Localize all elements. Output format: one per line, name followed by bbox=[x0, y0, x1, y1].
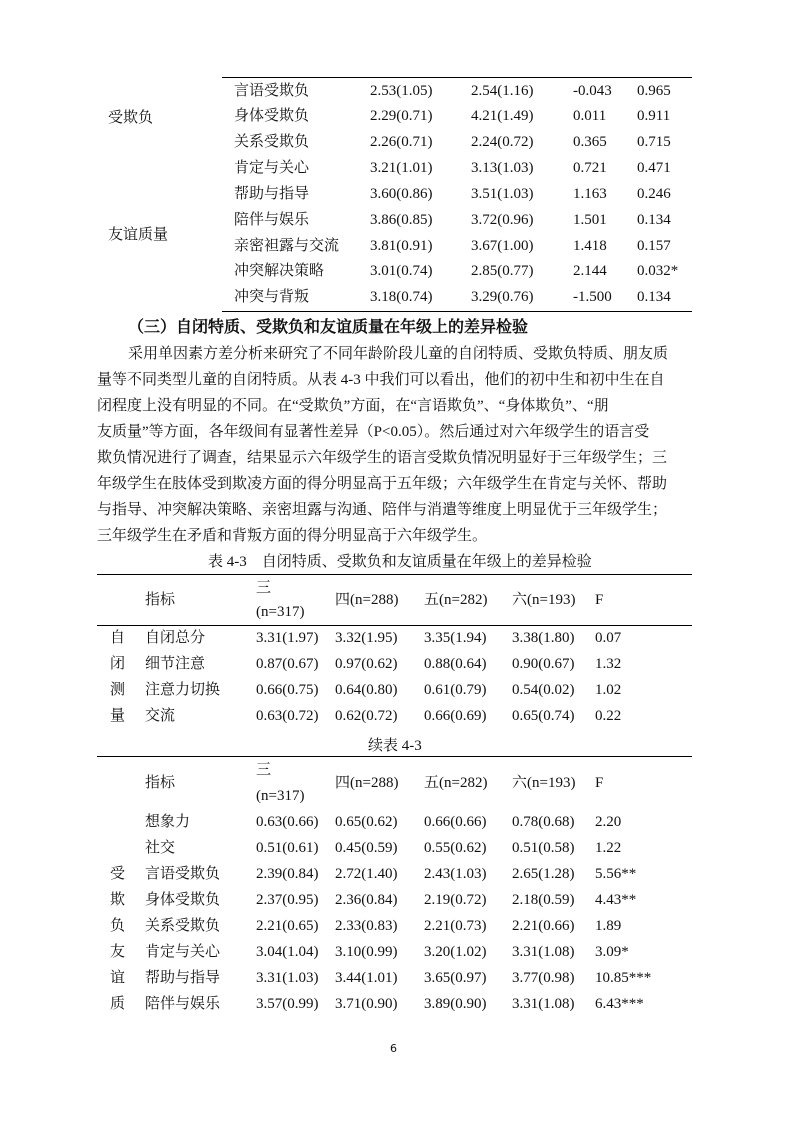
header-indicator: 指标 bbox=[145, 592, 176, 608]
table-cell: 0.88(0.64) bbox=[424, 656, 487, 672]
table-cell: 3.31(1.08) bbox=[512, 996, 575, 1012]
table-cell: 2.144 bbox=[573, 263, 607, 279]
table-cell-indicator: 自闭总分 bbox=[145, 630, 206, 646]
header-grade5: 五(n=282) bbox=[424, 775, 488, 791]
page-number: 6 bbox=[390, 1042, 397, 1055]
table-cell: 0.911 bbox=[637, 108, 671, 124]
table-cell-indicator: 亲密袒露与交流 bbox=[234, 238, 340, 254]
group-char: 自 bbox=[110, 630, 126, 646]
group-char: 欺 bbox=[110, 892, 126, 908]
table-cell: 3.51(1.03) bbox=[471, 186, 534, 202]
table-cell-indicator: 交流 bbox=[145, 708, 176, 724]
table-cell: 2.21(0.73) bbox=[424, 918, 487, 934]
paragraph-line: 年级学生在肢体受到欺凌方面的得分明显高于五年级；六年级学生在肯定与关怀、帮助 bbox=[97, 476, 668, 492]
table-cell: 2.65(1.28) bbox=[512, 866, 575, 882]
table-cell: 3.29(0.76) bbox=[471, 289, 534, 305]
table-cell: 2.85(0.77) bbox=[471, 263, 534, 279]
table-cell: 3.86(0.85) bbox=[370, 212, 433, 228]
table-cell: 0.965 bbox=[637, 83, 671, 99]
table-cell: 3.04(1.04) bbox=[256, 944, 319, 960]
table-cell: 1.163 bbox=[573, 186, 607, 202]
table-cell: 0.78(0.68) bbox=[512, 814, 575, 830]
table-cell-indicator: 陪伴与娱乐 bbox=[234, 212, 310, 228]
table-cell: -0.043 bbox=[573, 83, 612, 99]
table-cell-indicator: 注意力切换 bbox=[145, 682, 221, 698]
table-cell: 3.20(1.02) bbox=[424, 944, 487, 960]
table-cell: 0.715 bbox=[637, 134, 671, 150]
table-cell: 1.22 bbox=[595, 840, 622, 856]
header-grade3-line2: (n=317) bbox=[256, 788, 305, 804]
table-cell-indicator: 细节注意 bbox=[145, 656, 206, 672]
table-cell: 3.60(0.86) bbox=[370, 186, 433, 202]
group-char: 负 bbox=[110, 918, 126, 934]
table-cell-indicator: 言语受欺负 bbox=[145, 866, 221, 882]
group-char: 量 bbox=[110, 708, 126, 724]
header-f: F bbox=[595, 592, 604, 608]
table-cell: 2.18(0.59) bbox=[512, 892, 575, 908]
table-cell: 0.55(0.62) bbox=[424, 840, 487, 856]
table-cell: 0.45(0.59) bbox=[335, 840, 398, 856]
table-cell: 0.90(0.67) bbox=[512, 656, 575, 672]
header-indicator: 指标 bbox=[145, 775, 176, 791]
table-cell: 1.02 bbox=[595, 682, 622, 698]
table-cell: 3.65(0.97) bbox=[424, 970, 487, 986]
paragraph-line: 采用单因素方差分析来研究了不同年龄阶段儿童的自闭特质、受欺负特质、朋友质 bbox=[128, 346, 669, 362]
table-cell: 0.87(0.67) bbox=[256, 656, 319, 672]
table-cell: 3.18(0.74) bbox=[370, 289, 433, 305]
section-heading: （三）自闭特质、受欺负和友谊质量在年级上的差异检验 bbox=[128, 319, 529, 336]
table-cell: 3.72(0.96) bbox=[471, 212, 534, 228]
header-grade5: 五(n=282) bbox=[424, 592, 488, 608]
table-cell: 3.81(0.91) bbox=[370, 238, 433, 254]
paragraph-line: 闭程度上没有明显的不同。在“受欺负”方面，在“言语欺负”、“身体欺负”、“朋 bbox=[97, 398, 609, 414]
table-cell: 0.61(0.79) bbox=[424, 682, 487, 698]
table-cell: 1.89 bbox=[595, 918, 622, 934]
table-cell: 0.64(0.80) bbox=[335, 682, 398, 698]
paragraph-line: 量等不同类型儿童的自闭特质。从表 4-3 中我们可以看出，他们的初中生和初中生在自 bbox=[97, 372, 665, 388]
table-cell: 3.71(0.90) bbox=[335, 996, 398, 1012]
table-cell: 2.29(0.71) bbox=[370, 108, 433, 124]
table-cell: 6.43*** bbox=[595, 996, 644, 1012]
top-table-group-friendship: 友谊质量 bbox=[108, 227, 169, 243]
table-cell: 2.72(1.40) bbox=[335, 866, 398, 882]
table-cell: 0.66(0.66) bbox=[424, 814, 487, 830]
header-f: F bbox=[595, 775, 604, 791]
table-cell: 2.37(0.95) bbox=[256, 892, 319, 908]
table-cell: 10.85*** bbox=[595, 970, 652, 986]
paragraph-line: 欺负情况进行了调查，结果显示六年级学生的语言受欺负情况明显好于三年级学生；三 bbox=[97, 450, 668, 466]
table-cell: 3.77(0.98) bbox=[512, 970, 575, 986]
table-cell: 0.63(0.72) bbox=[256, 708, 319, 724]
header-grade3-line1: 三 bbox=[256, 762, 272, 778]
table-cell: 0.134 bbox=[637, 289, 671, 305]
table-cell: 0.51(0.58) bbox=[512, 840, 575, 856]
table-cell: 3.67(1.00) bbox=[471, 238, 534, 254]
header-grade4: 四(n=288) bbox=[335, 592, 399, 608]
table-cell: 3.89(0.90) bbox=[424, 996, 487, 1012]
table-cell-indicator: 帮助与指导 bbox=[145, 970, 221, 986]
table-cell: 3.09* bbox=[595, 944, 629, 960]
table-cell: 3.32(1.95) bbox=[335, 630, 398, 646]
table-cell-indicator: 关系受欺负 bbox=[145, 918, 221, 934]
table-cell: 0.471 bbox=[637, 160, 671, 176]
table-cell: 3.38(1.80) bbox=[512, 630, 575, 646]
table-cell: 0.134 bbox=[637, 212, 671, 228]
table-cell: 0.54(0.02) bbox=[512, 682, 575, 698]
table-cell: 5.56** bbox=[595, 866, 637, 882]
table-cont-caption: 续表 4-3 bbox=[368, 738, 422, 754]
table-cell: 2.24(0.72) bbox=[471, 134, 534, 150]
table43-cont-rule-top bbox=[97, 756, 692, 757]
paragraph-line: 友质量”等方面，各年级间有显著性差异（P<0.05）。然后通过对六年级学生的语言受 bbox=[97, 424, 650, 440]
table-cell: 2.54(1.16) bbox=[471, 83, 534, 99]
table-cell: 2.26(0.71) bbox=[370, 134, 433, 150]
table-cell-indicator: 关系受欺负 bbox=[234, 134, 310, 150]
group-char: 受 bbox=[110, 866, 126, 882]
table-cell: 3.21(1.01) bbox=[370, 160, 433, 176]
table-cell: 0.65(0.74) bbox=[512, 708, 575, 724]
table-cell: 0.011 bbox=[573, 108, 607, 124]
table-cell: 0.721 bbox=[573, 160, 607, 176]
table-cell: 2.39(0.84) bbox=[256, 866, 319, 882]
table-cell-indicator: 肯定与关心 bbox=[145, 944, 221, 960]
table-cell-indicator: 冲突与背叛 bbox=[234, 289, 310, 305]
table-cell: 0.157 bbox=[637, 238, 671, 254]
table-cell: 0.66(0.69) bbox=[424, 708, 487, 724]
table-cell: 3.57(0.99) bbox=[256, 996, 319, 1012]
table-cell: 0.62(0.72) bbox=[335, 708, 398, 724]
table-cell-indicator: 身体受欺负 bbox=[234, 108, 310, 124]
table-cell: 0.51(0.61) bbox=[256, 840, 319, 856]
table-cell: 2.53(1.05) bbox=[370, 83, 433, 99]
top-table-rule-top bbox=[222, 77, 692, 78]
header-grade6: 六(n=193) bbox=[512, 775, 576, 791]
table-cell-indicator: 社交 bbox=[145, 840, 176, 856]
group-char: 质 bbox=[110, 996, 126, 1012]
table-cell: 2.33(0.83) bbox=[335, 918, 398, 934]
table-cell: 4.21(1.49) bbox=[471, 108, 534, 124]
table-cell-indicator: 身体受欺负 bbox=[145, 892, 221, 908]
table-cell: 0.365 bbox=[573, 134, 607, 150]
table-cell: 2.43(1.03) bbox=[424, 866, 487, 882]
table-cell-indicator: 帮助与指导 bbox=[234, 186, 310, 202]
header-grade3-line1: 三 bbox=[256, 580, 272, 596]
table-cell: 4.43** bbox=[595, 892, 637, 908]
table-cell: 0.97(0.62) bbox=[335, 656, 398, 672]
table-cell: 3.13(1.03) bbox=[471, 160, 534, 176]
table-cell-indicator: 肯定与关心 bbox=[234, 160, 310, 176]
table-cell: 1.32 bbox=[595, 656, 622, 672]
group-char: 谊 bbox=[110, 970, 126, 986]
table-cell-indicator: 言语受欺负 bbox=[234, 83, 310, 99]
table-cell: 1.501 bbox=[573, 212, 607, 228]
table-cell: 3.31(1.97) bbox=[256, 630, 319, 646]
group-char: 闭 bbox=[110, 656, 126, 672]
table-cell: 3.01(0.74) bbox=[370, 263, 433, 279]
table43-rule-top bbox=[97, 574, 692, 575]
table-cell: 0.032* bbox=[637, 263, 679, 279]
table-cell: 3.10(0.99) bbox=[335, 944, 398, 960]
table-cell: 0.22 bbox=[595, 708, 622, 724]
table-cell: 2.21(0.65) bbox=[256, 918, 319, 934]
table43-rule-mid bbox=[97, 625, 692, 626]
table-cell: 2.36(0.84) bbox=[335, 892, 398, 908]
table-cell: 3.31(1.03) bbox=[256, 970, 319, 986]
table-cell: 3.35(1.94) bbox=[424, 630, 487, 646]
group-char: 测 bbox=[110, 682, 126, 698]
table-cell: 0.63(0.66) bbox=[256, 814, 319, 830]
table-cell: 2.19(0.72) bbox=[424, 892, 487, 908]
table-cell: 0.65(0.62) bbox=[335, 814, 398, 830]
header-grade4: 四(n=288) bbox=[335, 775, 399, 791]
table-cell: 2.20 bbox=[595, 814, 622, 830]
paragraph-line: 与指导、冲突解决策略、亲密坦露与沟通、陪伴与消遣等维度上明显优于三年级学生； bbox=[97, 502, 668, 518]
table-cell: 0.66(0.75) bbox=[256, 682, 319, 698]
top-table-group-bullying: 受欺负 bbox=[108, 110, 154, 126]
group-char: 友 bbox=[110, 944, 126, 960]
header-grade3-line2: (n=317) bbox=[256, 604, 305, 620]
table-cell: 0.246 bbox=[637, 186, 671, 202]
top-table-rule-bottom bbox=[222, 311, 692, 312]
table-cell: -1.500 bbox=[573, 289, 612, 305]
table-cell-indicator: 冲突解决策略 bbox=[234, 263, 325, 279]
table-caption: 表 4-3 自闭特质、受欺负和友谊质量在年级上的差异检验 bbox=[208, 554, 592, 570]
paragraph-line: 三年级学生在矛盾和背叛方面的得分明显高于六年级学生。 bbox=[97, 528, 488, 544]
table-cell-indicator: 陪伴与娱乐 bbox=[145, 996, 221, 1012]
table-cell: 3.44(1.01) bbox=[335, 970, 398, 986]
table-cell: 1.418 bbox=[573, 238, 607, 254]
table-cell: 0.07 bbox=[595, 630, 622, 646]
table-cell: 3.31(1.08) bbox=[512, 944, 575, 960]
header-grade6: 六(n=193) bbox=[512, 592, 576, 608]
table-cell-indicator: 想象力 bbox=[145, 814, 191, 830]
table-cell: 2.21(0.66) bbox=[512, 918, 575, 934]
